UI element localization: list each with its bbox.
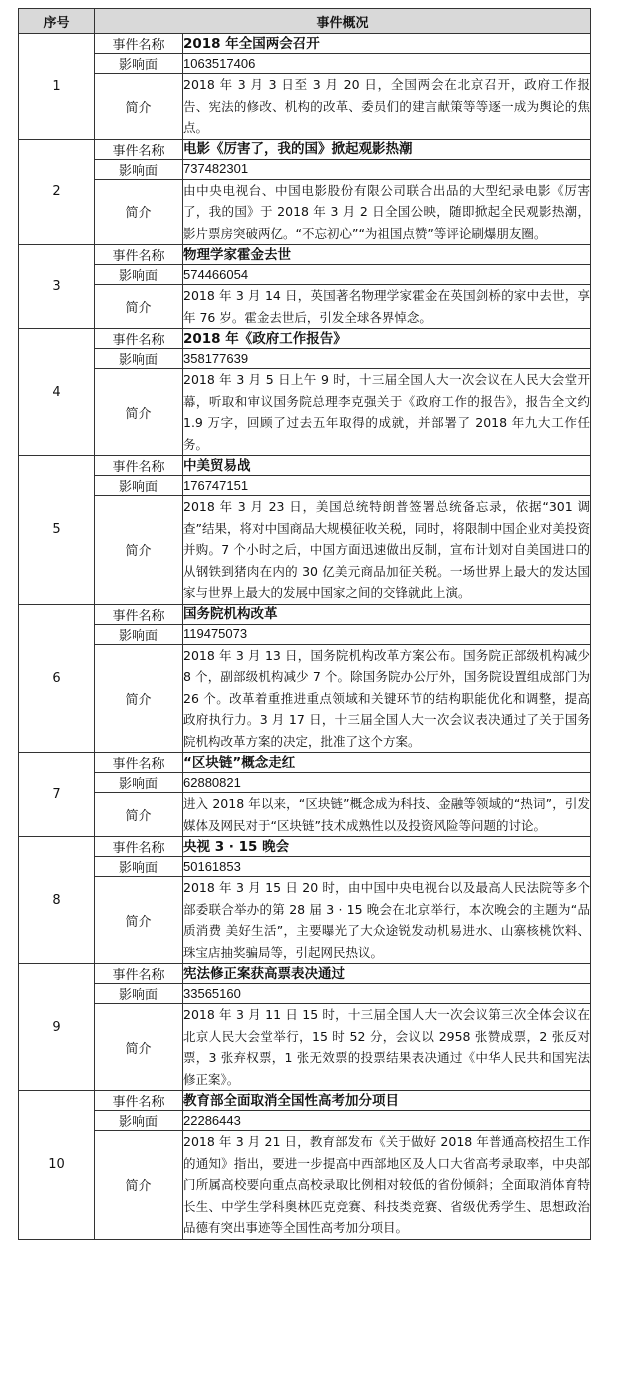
event-desc-row bbox=[19, 793, 591, 837]
label-impact: 影响面 bbox=[95, 265, 183, 285]
event-impact: 62880821 bbox=[183, 773, 591, 793]
label-desc: 简介 bbox=[95, 877, 183, 964]
event-impact-row bbox=[19, 159, 591, 179]
event-desc-row bbox=[19, 496, 591, 605]
event-name-row bbox=[19, 604, 591, 624]
event-impact: 33565160 bbox=[183, 984, 591, 1004]
event-impact-row bbox=[19, 349, 591, 369]
event-name: 宪法修正案获高票表决通过 bbox=[183, 964, 591, 984]
event-impact-row bbox=[19, 857, 591, 877]
label-desc: 简介 bbox=[95, 793, 183, 837]
event-index: 4 bbox=[19, 329, 95, 456]
event-impact: 574466054 bbox=[183, 265, 591, 285]
event-name-row bbox=[19, 34, 591, 54]
label-impact: 影响面 bbox=[95, 476, 183, 496]
event-index: 10 bbox=[19, 1091, 95, 1240]
table-header-row bbox=[19, 9, 591, 34]
event-index: 6 bbox=[19, 604, 95, 753]
event-name-row bbox=[19, 837, 591, 857]
event-desc-row bbox=[19, 644, 591, 753]
label-impact: 影响面 bbox=[95, 857, 183, 877]
event-name-row bbox=[19, 964, 591, 984]
label-impact: 影响面 bbox=[95, 773, 183, 793]
label-event-name: 事件名称 bbox=[95, 1091, 183, 1111]
event-name: 2018 年全国两会召开 bbox=[183, 34, 591, 54]
event-description: 2018 年 3 月 13 日，国务院机构改革方案公布。国务院正部级机构减少 8 个，副部级机构减少 7 个。除国务院办公厅外，国务院设置组成部门为 26 个。改革着重推进重点领域和关键环节的结构职能优化和调整，提高政府执行力。3 月 17 日，十三届全国人大一次会议表决通过了关于国务院机构改革方案的决定，批准了这个方案。 bbox=[183, 644, 591, 753]
label-impact: 影响面 bbox=[95, 159, 183, 179]
event-index: 5 bbox=[19, 456, 95, 605]
label-desc: 简介 bbox=[95, 1004, 183, 1091]
label-impact: 影响面 bbox=[95, 349, 183, 369]
header-index: 序号 bbox=[19, 9, 95, 34]
event-impact-row bbox=[19, 773, 591, 793]
event-impact-row bbox=[19, 265, 591, 285]
event-impact: 119475073 bbox=[183, 624, 591, 644]
event-impact-row bbox=[19, 54, 591, 74]
label-event-name: 事件名称 bbox=[95, 837, 183, 857]
label-desc: 简介 bbox=[95, 496, 183, 605]
event-index: 3 bbox=[19, 245, 95, 329]
events-table bbox=[18, 8, 591, 1240]
event-description: 2018 年 3 月 5 日上午 9 时，十三届全国人大一次会议在人民大会堂开幕，听取和审议国务院总理李克强关于《政府工作的报告》，报告全文约 1.9 万字，回顾了过去五年取得的成就，并部署了 2018 年九大工作任务。 bbox=[183, 369, 591, 456]
label-event-name: 事件名称 bbox=[95, 245, 183, 265]
event-name: 国务院机构改革 bbox=[183, 604, 591, 624]
event-desc-row bbox=[19, 1004, 591, 1091]
label-impact: 影响面 bbox=[95, 54, 183, 74]
label-desc: 简介 bbox=[95, 644, 183, 753]
label-desc: 简介 bbox=[95, 1131, 183, 1240]
label-impact: 影响面 bbox=[95, 984, 183, 1004]
event-impact: 737482301 bbox=[183, 159, 591, 179]
event-desc-row bbox=[19, 1131, 591, 1240]
event-name: “区块链”概念走红 bbox=[183, 753, 591, 773]
event-description: 2018 年 3 月 23 日，美国总统特朗普签署总统备忘录，依据“301 调查”结果，将对中国商品大规模征收关税，同时，将限制中国企业对美投资并购。7 个小时之后，中国方面迅速做出反制，宣布计划对自美国进口的从钢铁到猪肉在内的 30 亿美元商品加征关税。一场世界上最大的发达国家与世界上最大的发展中国家之间的交锋就此上演。 bbox=[183, 496, 591, 605]
label-impact: 影响面 bbox=[95, 1111, 183, 1131]
event-impact: 50161853 bbox=[183, 857, 591, 877]
event-description: 2018 年 3 月 11 日 15 时，十三届全国人大一次会议第三次全体会议在北京人民大会堂举行，15 时 52 分，会议以 2958 张赞成票，2 张反对票，3 张弃权票，1 张无效票的投票结果表决通过《中华人民共和国宪法修正案》。 bbox=[183, 1004, 591, 1091]
event-index: 2 bbox=[19, 139, 95, 245]
label-desc: 简介 bbox=[95, 369, 183, 456]
event-index: 8 bbox=[19, 837, 95, 964]
event-description: 由中央电视台、中国电影股份有限公司联合出品的大型纪录电影《厉害了，我的国》于 2018 年 3 月 2 日全国公映，随即掀起全民观影热潮，影片票房突破两亿。“不忘初心”“为祖国点赞”等评论刷爆朋友圈。 bbox=[183, 179, 591, 245]
event-name: 2018 年《政府工作报告》 bbox=[183, 329, 591, 349]
label-event-name: 事件名称 bbox=[95, 753, 183, 773]
event-description: 2018 年 3 月 15 日 20 时，由中国中央电视台以及最高人民法院等多个部委联合举办的第 28 届 3 · 15 晚会在北京举行，本次晚会的主题为“品质消费 美好生活”，主要曝光了大众途锐发动机易进水、山寨核桃饮料、珠宝店抽奖骗局等，引起网民热议。 bbox=[183, 877, 591, 964]
event-impact-row bbox=[19, 624, 591, 644]
event-impact: 22286443 bbox=[183, 1111, 591, 1131]
event-name-row bbox=[19, 1091, 591, 1111]
event-name: 央视 3 · 15 晚会 bbox=[183, 837, 591, 857]
event-desc-row bbox=[19, 179, 591, 245]
event-name-row bbox=[19, 329, 591, 349]
event-description: 2018 年 3 月 21 日，教育部发布《关于做好 2018 年普通高校招生工作的通知》指出，要进一步提高中西部地区及人口大省高考录取率，中央部门所属高校要向重点高校录取比例相对较低的省份倾斜；全面取消体育特长生、中学生学科奥林匹克竞赛、科技类竞赛、省级优秀学生、思想政治品德有突出事迹等全国性高考加分项目。 bbox=[183, 1131, 591, 1240]
label-impact: 影响面 bbox=[95, 624, 183, 644]
event-description: 2018 年 3 月 14 日，英国著名物理学家霍金在英国剑桥的家中去世，享年 76 岁。霍金去世后，引发全球各界悼念。 bbox=[183, 285, 591, 329]
event-desc-row bbox=[19, 74, 591, 140]
event-impact: 176747151 bbox=[183, 476, 591, 496]
event-name-row bbox=[19, 753, 591, 773]
label-event-name: 事件名称 bbox=[95, 964, 183, 984]
event-impact: 1063517406 bbox=[183, 54, 591, 74]
event-index: 1 bbox=[19, 34, 95, 140]
label-event-name: 事件名称 bbox=[95, 604, 183, 624]
label-event-name: 事件名称 bbox=[95, 456, 183, 476]
event-impact-row bbox=[19, 476, 591, 496]
event-name: 电影《厉害了，我的国》掀起观影热潮 bbox=[183, 139, 591, 159]
event-description: 2018 年 3 月 3 日至 3 月 20 日，全国两会在北京召开，政府工作报告、宪法的修改、机构的改革、委员们的建言献策等等逐一成为舆论的焦点。 bbox=[183, 74, 591, 140]
event-name: 物理学家霍金去世 bbox=[183, 245, 591, 265]
label-desc: 简介 bbox=[95, 285, 183, 329]
event-index: 7 bbox=[19, 753, 95, 837]
event-impact-row bbox=[19, 984, 591, 1004]
header-overview: 事件概况 bbox=[95, 9, 591, 34]
event-name: 中美贸易战 bbox=[183, 456, 591, 476]
label-event-name: 事件名称 bbox=[95, 139, 183, 159]
event-desc-row bbox=[19, 285, 591, 329]
event-name-row bbox=[19, 245, 591, 265]
event-name: 教育部全面取消全国性高考加分项目 bbox=[183, 1091, 591, 1111]
label-desc: 简介 bbox=[95, 179, 183, 245]
event-desc-row bbox=[19, 369, 591, 456]
event-description: 进入 2018 年以来，“区块链”概念成为科技、金融等领域的“热词”，引发媒体及网民对于“区块链”技术成熟性以及投资风险等问题的讨论。 bbox=[183, 793, 591, 837]
event-index: 9 bbox=[19, 964, 95, 1091]
event-name-row bbox=[19, 456, 591, 476]
event-desc-row bbox=[19, 877, 591, 964]
label-event-name: 事件名称 bbox=[95, 34, 183, 54]
event-name-row bbox=[19, 139, 591, 159]
label-desc: 简介 bbox=[95, 74, 183, 140]
label-event-name: 事件名称 bbox=[95, 329, 183, 349]
event-impact-row bbox=[19, 1111, 591, 1131]
event-impact: 358177639 bbox=[183, 349, 591, 369]
